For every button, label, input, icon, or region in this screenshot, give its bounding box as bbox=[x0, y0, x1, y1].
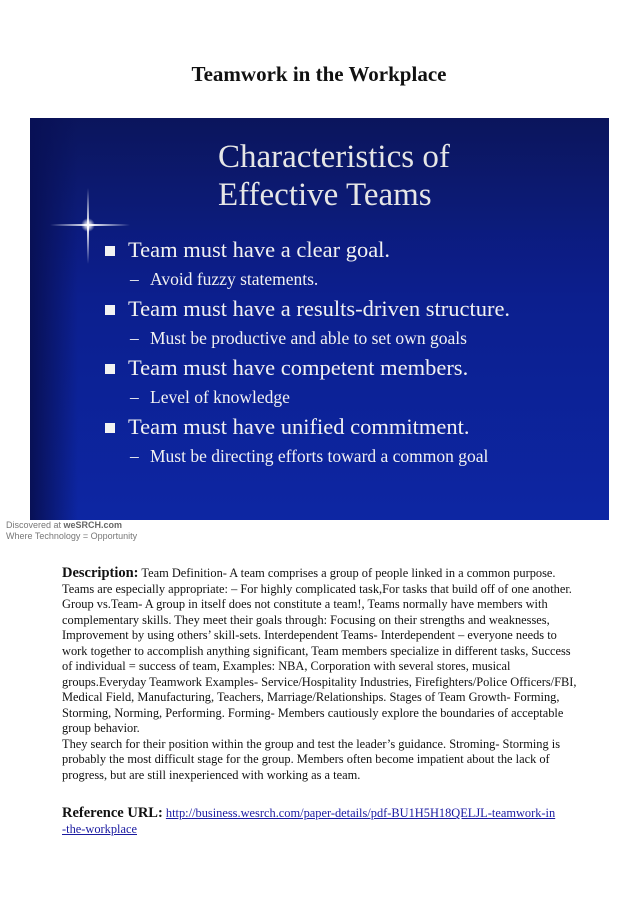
description-label: Description: bbox=[62, 565, 139, 581]
dash-bullet-icon: – bbox=[130, 446, 139, 466]
sub-bullet-text: Must be directing efforts toward a common goal bbox=[150, 446, 489, 466]
sub-bullet-text: Avoid fuzzy statements. bbox=[150, 269, 319, 289]
bullet-text: Team must have unified commitment. bbox=[128, 414, 470, 439]
square-bullet-icon bbox=[105, 246, 115, 256]
bullet-item bbox=[100, 354, 600, 382]
watermark-brand: weSRCH.com bbox=[63, 520, 123, 530]
square-bullet-icon bbox=[105, 364, 115, 374]
description-paragraph-2: They search for their position within the group and test the leader’s guidance. Stroming- Storming is probably the most difficult stage for the group. Members often become impatient about the lack of progress, but are still inexperienced with working as a team. bbox=[62, 736, 561, 782]
sub-bullet-item bbox=[100, 385, 600, 409]
slide-title-line1: Characteristics of bbox=[218, 139, 450, 175]
description-block bbox=[62, 566, 582, 783]
square-bullet-icon bbox=[105, 423, 115, 433]
slide-title-line2: Effective Teams bbox=[218, 177, 432, 213]
bullet-text: Team must have a results-driven structure. bbox=[128, 296, 511, 321]
slide-left-shade bbox=[30, 118, 78, 520]
bullet-item bbox=[100, 295, 600, 323]
wesrch-watermark bbox=[6, 520, 137, 542]
bullet-item bbox=[100, 413, 600, 441]
sub-bullet-item bbox=[100, 444, 600, 468]
watermark-tagline: Where Technology = Opportunity bbox=[6, 531, 138, 541]
slide-bullet-list bbox=[100, 232, 600, 471]
bullet-item bbox=[100, 236, 600, 264]
document-title: Teamwork in the Workplace bbox=[191, 62, 447, 86]
bullet-text: Team must have competent members. bbox=[128, 355, 469, 380]
slide-title bbox=[218, 138, 598, 214]
slide-image bbox=[30, 118, 609, 520]
square-bullet-icon bbox=[105, 305, 115, 315]
dash-bullet-icon: – bbox=[130, 269, 139, 289]
dash-bullet-icon: – bbox=[130, 328, 139, 348]
sub-bullet-item bbox=[100, 267, 600, 291]
sparkle-icon bbox=[81, 218, 95, 232]
sub-bullet-text: Must be productive and able to set own goals bbox=[150, 328, 467, 348]
dash-bullet-icon: – bbox=[130, 387, 139, 407]
sub-bullet-item bbox=[100, 326, 600, 350]
reference-block bbox=[62, 805, 582, 837]
sub-bullet-text: Level of knowledge bbox=[150, 387, 290, 407]
bullet-text: Team must have a clear goal. bbox=[128, 237, 391, 262]
watermark-prefix: Discovered at bbox=[6, 520, 64, 530]
reference-label: Reference URL: bbox=[62, 805, 163, 821]
reference-url-line1: http://business.wesrch.com/paper-details/pdf-BU1H5H18QELJL-teamwork-in bbox=[165, 806, 556, 820]
description-paragraph-1: Team Definition- A team comprises a group of people linked in a common purpose. Teams are especially appropriate: – For highly complicated task,For tasks that build off of one another. Group vs.Team- A group in itself does not constitute a team!, Teams normally have members with complementary skills. They meet their goals through: Focusing on their strengths and weaknesses, Improvement by using others’ skill-sets. Interdependent Teams- Interdependent – everyone needs to work together to accomplish anything significant, Team members specialize in different tasks, Success of individual = success of team, Examples: NBA, Corporation with several stores, musical groups.Everyday Teamwork Examples- Service/Hospitality Industries, Firefighters/Police Officers/FBI, Medical Field, Manufacturing, Teachers, Marriage/Relationships. Stages of Team Growth- Forming, Storming, Norming, Performing. Forming- Members cautiously explore the boundaries of acceptable group behavior. bbox=[62, 566, 577, 735]
reference-url-line2: -the-workplace bbox=[62, 822, 137, 836]
